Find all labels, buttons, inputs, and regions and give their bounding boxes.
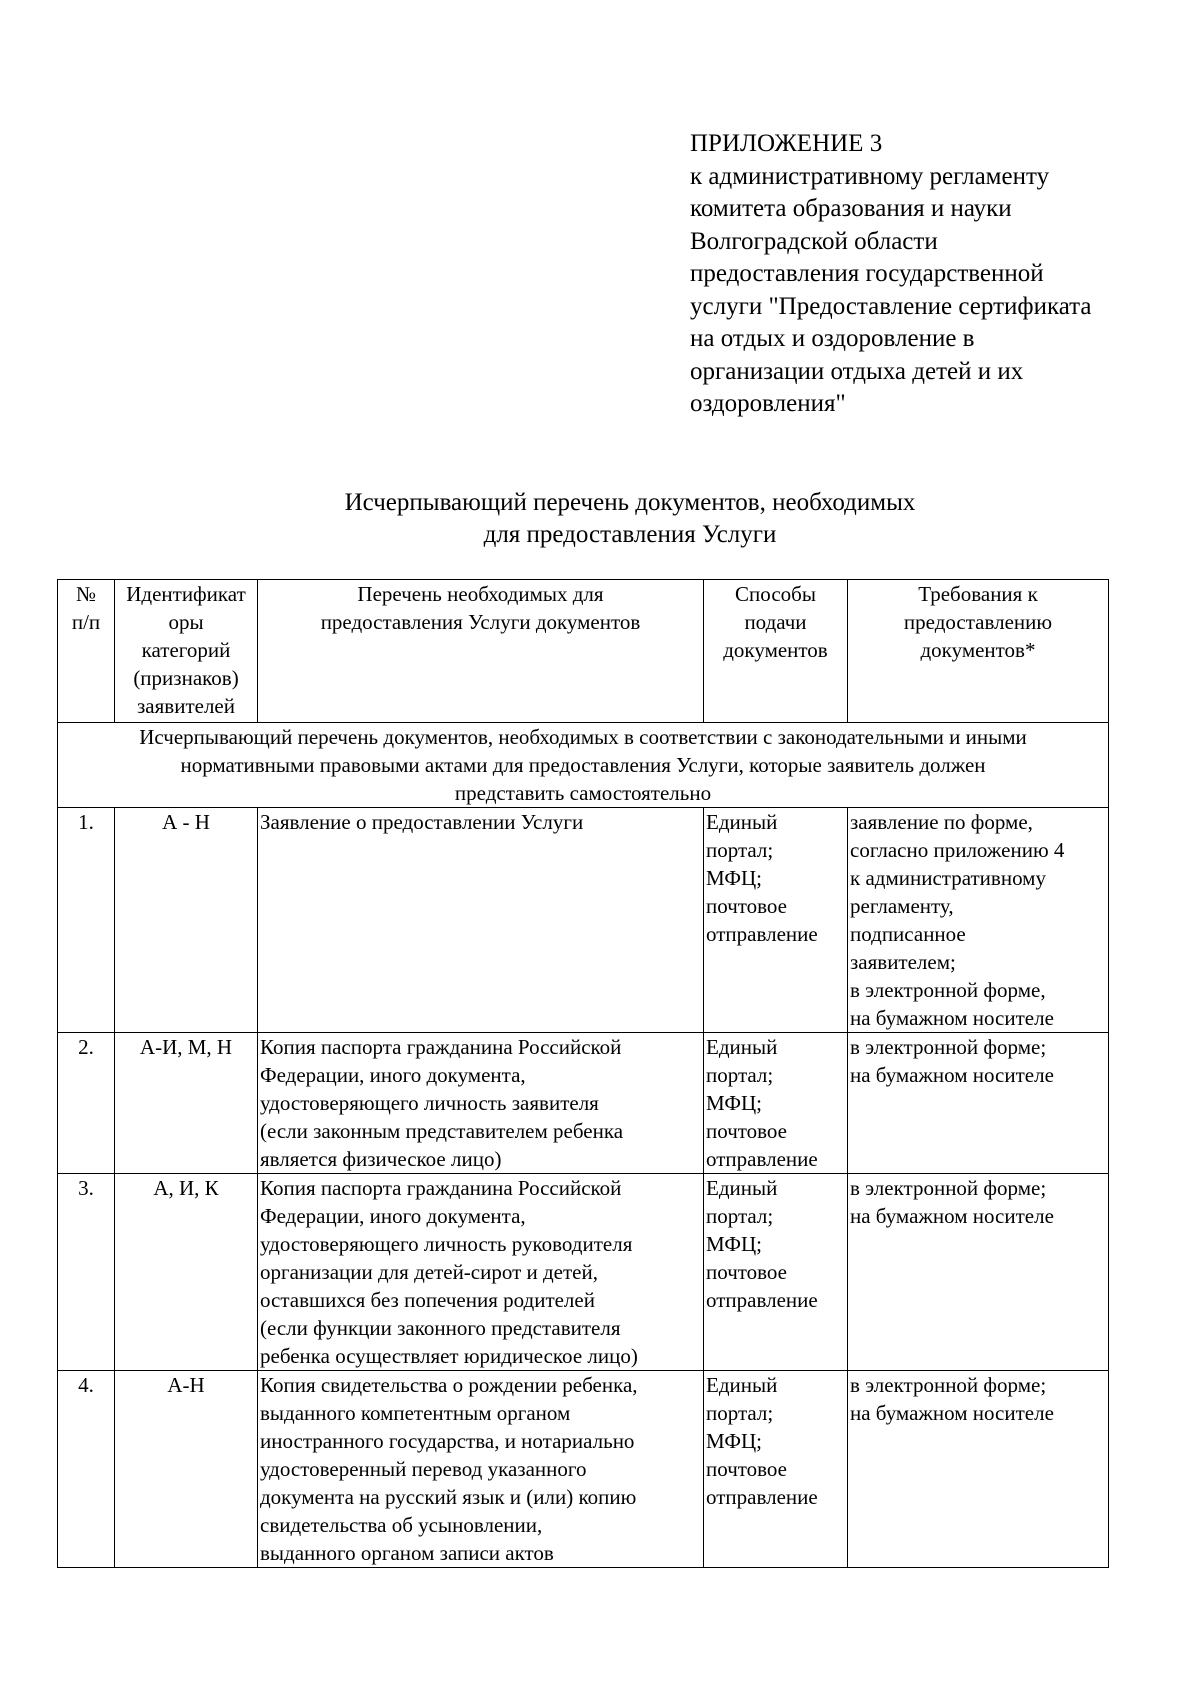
doc-line: Федерации, иного документа, [260,1063,526,1087]
document-title [0,487,1200,551]
req-line: заявление по форме, [850,810,1033,834]
header-text: категорий [141,638,231,662]
method-line: почтовое [706,1119,788,1143]
section-text: Исчерпывающий перечень документов, необходимых в соответствии с законодательными и иными [139,725,1027,749]
doc-line: Копия паспорта гражданина Российской [260,1035,622,1059]
method-line: отправление [706,922,818,946]
req-line: согласно приложению 4 [850,838,1065,862]
doc-line: выданного компетентным органом [260,1401,571,1425]
doc-line: ребенка осуществляет юридическое лицо) [260,1344,638,1368]
documents-table [57,579,1109,1568]
header-text: п/п [71,610,101,634]
req-line: в электронной форме; [850,1176,1047,1200]
header-text: Перечень необходимых для [357,582,604,606]
doc-line: оставшихся без попечения родителей [260,1288,595,1312]
header-text: документов* [920,638,1036,662]
row-document [258,808,704,1033]
doc-line: (если законным представителем ребенка [260,1119,624,1143]
row-document [258,1174,704,1371]
header-documents [258,580,704,723]
row-requirement [848,1174,1109,1371]
header-text: подачи [744,610,807,634]
row-requirement [848,808,1109,1033]
header-text: Требования к [918,582,1038,606]
appendix-line: оздоровления" [690,390,846,417]
doc-line: Копия паспорта гражданина Российской [260,1176,622,1200]
req-line: к административному [850,866,1046,890]
appendix-line: ПРИЛОЖЕНИЕ 3 [690,130,883,157]
req-line: на бумажном носителе [850,1401,1054,1425]
section-row [58,723,1109,808]
req-line: в электронной форме, [850,978,1046,1002]
row-number: 2. [58,1033,115,1174]
req-line: в электронной форме; [850,1373,1047,1397]
req-line: на бумажном носителе [850,1006,1054,1030]
row-identifier: А, И, К [115,1174,258,1371]
header-text: предоставления Услуги документов [320,610,641,634]
appendix-block [690,128,1170,421]
method-line: почтовое [706,1260,788,1284]
row-number: 1. [58,808,115,1033]
doc-line: организации для детей-сирот и детей, [260,1260,598,1284]
row-document [258,1371,704,1568]
row-document [258,1033,704,1174]
header-requirements [848,580,1109,723]
table-row [58,1371,1109,1568]
req-line: подписанное [850,922,966,946]
method-line: портал; [706,1401,774,1425]
doc-line: свидетельства об усыновлении, [260,1513,543,1537]
row-requirement [848,1033,1109,1174]
req-line: заявителем; [850,950,956,974]
appendix-line: организации отдыха детей и их [690,357,1024,385]
row-method [704,1174,848,1371]
header-text: заявителей [137,694,235,718]
method-line: МФЦ; [706,866,762,890]
doc-line: является физическое лицо) [260,1147,502,1171]
method-line: Единый [706,1373,778,1397]
method-line: портал; [706,1204,774,1228]
header-methods [704,580,848,723]
row-number: 4. [58,1371,115,1568]
row-method [704,808,848,1033]
method-line: Единый [706,1035,778,1059]
header-text: оры [168,610,204,634]
header-identifiers [115,580,258,723]
header-text: документов [723,638,828,662]
doc-line: Федерации, иного документа, [260,1204,526,1228]
doc-line: Копия свидетельства о рождении ребенка, [260,1373,638,1397]
header-text: Способы [735,582,816,606]
method-line: отправление [706,1147,818,1171]
doc-line: выданного органом записи актов [260,1541,554,1565]
req-line: регламенту, [850,894,954,918]
row-number: 3. [58,1174,115,1371]
method-line: почтовое [706,894,788,918]
row-identifier: А-И, М, Н [115,1033,258,1174]
doc-line: документа на русский язык и (или) копию [260,1485,637,1509]
appendix-line: предоставления государственной [690,260,1044,287]
doc-line: удостоверяющего личность руководителя [260,1232,633,1256]
section-text: нормативными правовыми актами для предоставления Услуги, которые заявитель должен [180,753,986,777]
row-method [704,1033,848,1174]
req-line: на бумажном носителе [850,1063,1054,1087]
method-line: МФЦ; [706,1091,762,1115]
method-line: Единый [706,810,778,834]
method-line: Единый [706,1176,778,1200]
method-line: портал; [706,838,774,862]
table-row [58,808,1109,1033]
req-line: на бумажном носителе [850,1204,1054,1228]
appendix-line: комитета образования и науки [690,195,1012,222]
appendix-line: к административному регламенту [690,162,1050,190]
row-identifier: А-Н [115,1371,258,1568]
row-requirement [848,1371,1109,1568]
doc-line: (если функции законного представителя [260,1316,621,1340]
doc-line: Заявление о предоставлении Услуги [260,810,584,834]
header-text: предоставлению [903,610,1053,634]
section-cell [58,723,1109,808]
method-line: отправление [706,1485,818,1509]
doc-line: иностранного государства, и нотариально [260,1429,635,1453]
doc-line: удостоверенный перевод указанного [260,1457,587,1481]
method-line: МФЦ; [706,1232,762,1256]
method-line: портал; [706,1063,774,1087]
method-line: отправление [706,1288,818,1312]
header-number [58,580,115,723]
appendix-line: Волгоградской области [690,227,938,255]
header-text: (признаков) [133,666,239,690]
table-row [58,1174,1109,1371]
title-line: для предоставления Услуги [483,521,777,548]
req-line: в электронной форме; [850,1035,1047,1059]
appendix-line: на отдых и оздоровление в [690,325,975,352]
row-method [704,1371,848,1568]
table-row [58,1033,1109,1174]
appendix-line: услуги "Предоставление сертификата [690,292,1092,320]
method-line: МФЦ; [706,1429,762,1453]
row-identifier: А - Н [115,808,258,1033]
table-header-row [58,580,1109,723]
title-line: Исчерпывающий перечень документов, необходимых [344,489,916,516]
header-text: Идентификат [126,582,246,606]
method-line: почтовое [706,1457,788,1481]
section-text: представить самостоятельно [454,781,712,805]
doc-line: удостоверяющего личность заявителя [260,1091,599,1115]
header-text: № [75,582,97,606]
